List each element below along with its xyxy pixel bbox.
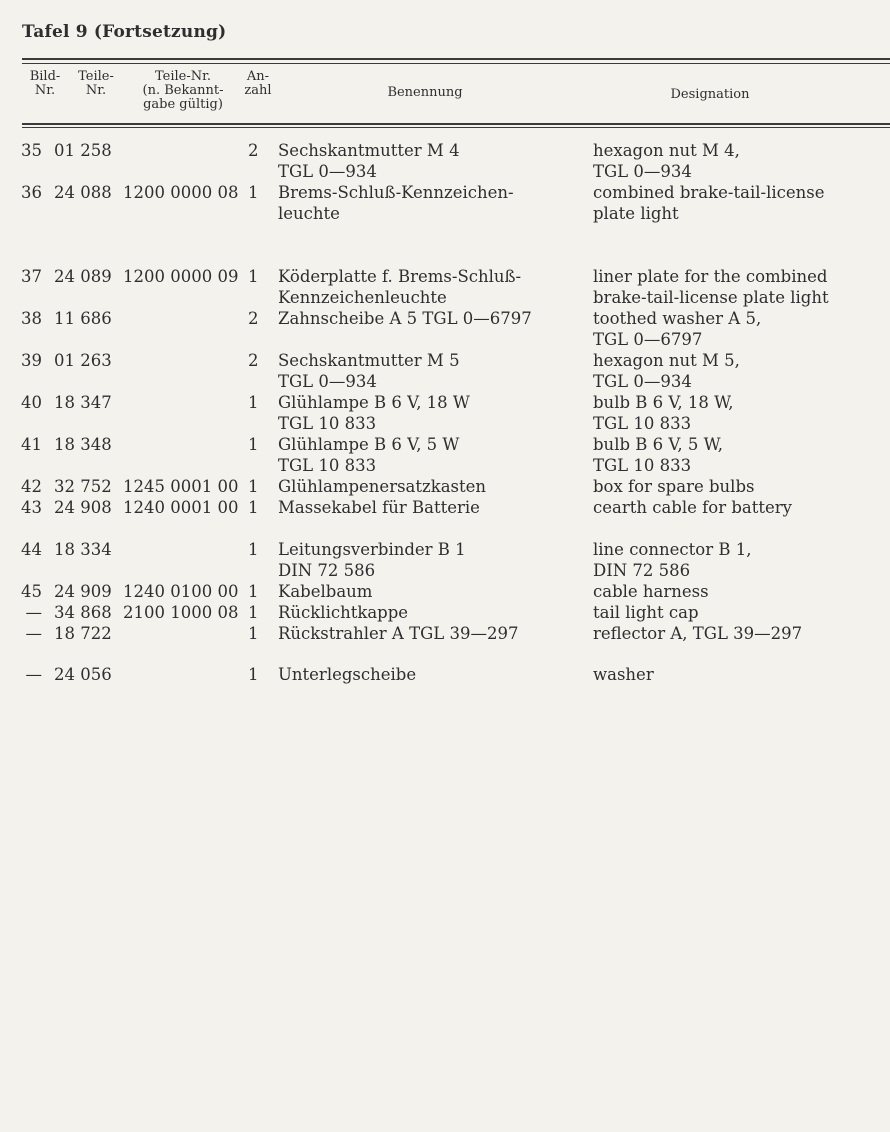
designation: toothed washer A 5, TGL 0—6797 — [593, 309, 762, 349]
designation: tail light cap — [593, 603, 699, 622]
header-bottom-rule-thin — [22, 127, 890, 128]
teil-nr: 24 088 — [54, 183, 112, 202]
new-teil-nr: 1200 0000 09 — [123, 267, 239, 286]
anzahl: 1 — [248, 603, 259, 622]
header-top-rule — [22, 58, 890, 60]
benennung: Massekabel für Batterie — [278, 498, 480, 517]
benennung: Köderplatte f. Brems-Schluß- Kennzeichenleuchte — [278, 267, 522, 307]
bild-nr: — — [25, 603, 42, 622]
header-teile-nr: Teile- Nr. — [78, 69, 114, 98]
designation: hexagon nut M 4, TGL 0—934 — [593, 141, 740, 181]
header-anzahl: An- zahl — [244, 69, 272, 98]
anzahl: 2 — [248, 141, 259, 160]
bild-nr: 44 — [21, 540, 42, 559]
benennung: Glühlampe B 6 V, 18 W TGL 10 833 — [278, 393, 470, 433]
teil-nr: 11 686 — [54, 309, 112, 328]
bild-nr: 42 — [21, 477, 42, 496]
bild-nr: 37 — [21, 267, 42, 286]
anzahl: 1 — [248, 582, 259, 601]
anzahl: 1 — [248, 624, 259, 643]
designation: reflector A, TGL 39—297 — [593, 624, 803, 643]
bild-nr: 40 — [21, 393, 42, 412]
header-top-rule-thin — [22, 63, 890, 64]
designation: bulb B 6 V, 5 W, TGL 10 833 — [593, 435, 723, 475]
bild-nr: — — [25, 665, 42, 684]
anzahl: 1 — [248, 477, 259, 496]
header-teile-nr-new: Teile-Nr. (n. Bekannt- gabe gültig) — [142, 69, 224, 112]
benennung: Sechskantmutter M 5 TGL 0—934 — [278, 351, 460, 391]
anzahl: 2 — [248, 309, 259, 328]
designation: combined brake-tail-license plate light — [593, 183, 825, 223]
benennung: Brems-Schluß-Kennzeichen- leuchte — [278, 183, 514, 223]
benennung: Glühlampe B 6 V, 5 W TGL 10 833 — [278, 435, 460, 475]
table-row — [0, 476, 890, 497]
table-row — [0, 623, 890, 664]
bild-nr: 45 — [21, 582, 42, 601]
designation: cearth cable for battery — [593, 498, 792, 517]
table-row — [0, 602, 890, 623]
teil-nr: 18 722 — [54, 624, 112, 643]
teil-nr: 24 908 — [54, 498, 112, 517]
page-title: Tafel 9 (Fortsetzung) — [22, 22, 227, 42]
table-row — [0, 434, 890, 476]
teil-nr: 18 348 — [54, 435, 112, 454]
benennung: Leitungsverbinder B 1 DIN 72 586 — [278, 540, 466, 580]
bild-nr: 36 — [21, 183, 42, 202]
new-teil-nr: 1240 0001 00 — [123, 498, 239, 517]
teil-nr: 24 909 — [54, 582, 112, 601]
anzahl: 1 — [248, 540, 259, 559]
header-benennung: Benennung — [387, 85, 463, 100]
bild-nr: — — [25, 624, 42, 643]
teil-nr: 34 868 — [54, 603, 112, 622]
benennung: Unterlegscheibe — [278, 665, 417, 684]
teil-nr: 01 263 — [54, 351, 112, 370]
parts-table — [0, 140, 890, 685]
anzahl: 1 — [248, 267, 259, 286]
designation: line connector B 1, DIN 72 586 — [593, 540, 752, 580]
bild-nr: 43 — [21, 498, 42, 517]
table-row — [0, 664, 890, 685]
teil-nr: 24 089 — [54, 267, 112, 286]
header-bild-nr: Bild- Nr. — [29, 69, 61, 98]
anzahl: 1 — [248, 183, 259, 202]
benennung: Rückstrahler A TGL 39—297 — [278, 624, 519, 643]
bild-nr: 41 — [21, 435, 42, 454]
new-teil-nr: 1240 0100 00 — [123, 582, 239, 601]
benennung: Sechskantmutter M 4 TGL 0—934 — [278, 141, 460, 181]
benennung: Kabelbaum — [278, 582, 373, 601]
benennung: Rücklichtkappe — [278, 603, 409, 622]
bild-nr: 39 — [21, 351, 42, 370]
benennung: Glühlampenersatzkasten — [278, 477, 487, 496]
designation: box for spare bulbs — [593, 477, 755, 496]
designation: liner plate for the combined brake-tail-license plate light — [593, 267, 829, 307]
table-row — [0, 140, 890, 182]
anzahl: 2 — [248, 351, 259, 370]
table-row — [0, 308, 890, 350]
teil-nr: 18 347 — [54, 393, 112, 412]
table-row — [0, 581, 890, 602]
bild-nr: 38 — [21, 309, 42, 328]
table-row — [0, 266, 890, 308]
anzahl: 1 — [248, 435, 259, 454]
designation: washer — [593, 665, 654, 684]
header-designation: Designation — [670, 87, 750, 102]
table-row — [0, 497, 890, 539]
designation: hexagon nut M 5, TGL 0—934 — [593, 351, 740, 391]
bild-nr: 35 — [21, 141, 42, 160]
table-row — [0, 182, 890, 266]
new-teil-nr: 1200 0000 08 — [123, 183, 239, 202]
teil-nr: 24 056 — [54, 665, 112, 684]
teil-nr: 32 752 — [54, 477, 112, 496]
header-bottom-rule — [22, 123, 890, 125]
anzahl: 1 — [248, 393, 259, 412]
table-row — [0, 539, 890, 581]
anzahl: 1 — [248, 665, 259, 684]
anzahl: 1 — [248, 498, 259, 517]
benennung: Zahnscheibe A 5 TGL 0—6797 — [278, 309, 532, 328]
new-teil-nr: 1245 0001 00 — [123, 477, 239, 496]
new-teil-nr: 2100 1000 08 — [123, 603, 239, 622]
teil-nr: 18 334 — [54, 540, 112, 559]
designation: cable harness — [593, 582, 709, 601]
table-row — [0, 350, 890, 392]
designation: bulb B 6 V, 18 W, TGL 10 833 — [593, 393, 734, 433]
table-row — [0, 392, 890, 434]
teil-nr: 01 258 — [54, 141, 112, 160]
